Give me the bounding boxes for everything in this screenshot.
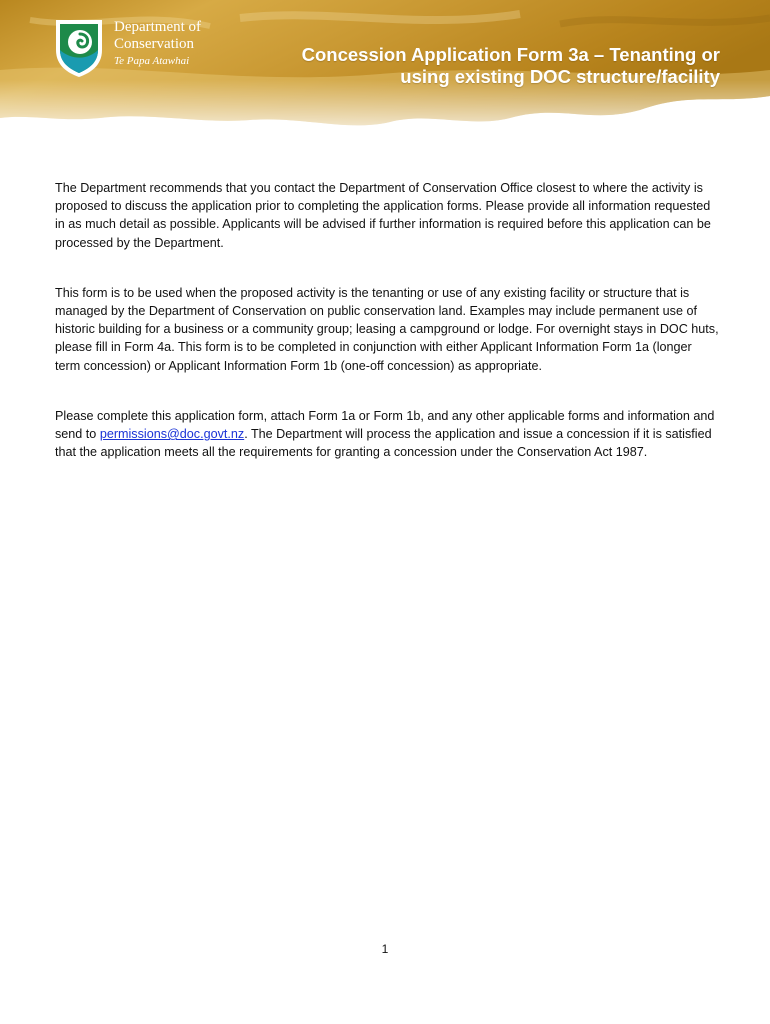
permissions-email-link[interactable]: permissions@doc.govt.nz (99, 427, 245, 442)
logo-text-line3: Te Papa Atawhai (114, 55, 190, 67)
form-title-line1: Concession Application Form 3a – Tenanting or (301, 44, 720, 65)
usage-paragraph: This form is to be used when the proposed activity is the tenanting or use of any existing facility or structure that is managed by the Department of Conservation on public conservation land. Examples may include permanent use of historic building for a business or a community group; leasing a campground or lodge. For overnight stays in DOC huts, please fill in Form 4a. This form is to be completed in conjunction with either Applicant Information Form 1a (longer term concession) or Applicant Information Form 1b (one-off concession) as appropriate. (55, 285, 719, 373)
logo-text-line2: Conservation (114, 36, 194, 52)
form-title-line2: using existing DOC structure/facility (400, 66, 720, 87)
form-title (220, 44, 720, 88)
intro-paragraph: The Department recommends that you contact the Department of Conservation Office closest to where the activity is proposed to discuss the application prior to completing the application forms. Please provide all information requested in as much detail as possible. Applicants will be advised if further information is required before this application can be processed by the Department. (55, 181, 711, 250)
document-body (55, 179, 720, 493)
page-number: 1 (381, 942, 389, 956)
header-banner (0, 0, 770, 145)
submission-text-before: Please complete this application form, attach Form 1a or Form 1b, and any other applicable forms and information and send to (55, 408, 715, 442)
submission-text-after: . The Department will process the application and issue a concession if it is satisfied that the application meets all the requirements for granting a concession under the Conservation Act 1987. (55, 427, 712, 460)
submission-paragraph (55, 407, 720, 462)
doc-logo (52, 16, 222, 80)
doc-koru-logo-icon (52, 16, 106, 78)
logo-text-line1: Department of (114, 19, 202, 35)
